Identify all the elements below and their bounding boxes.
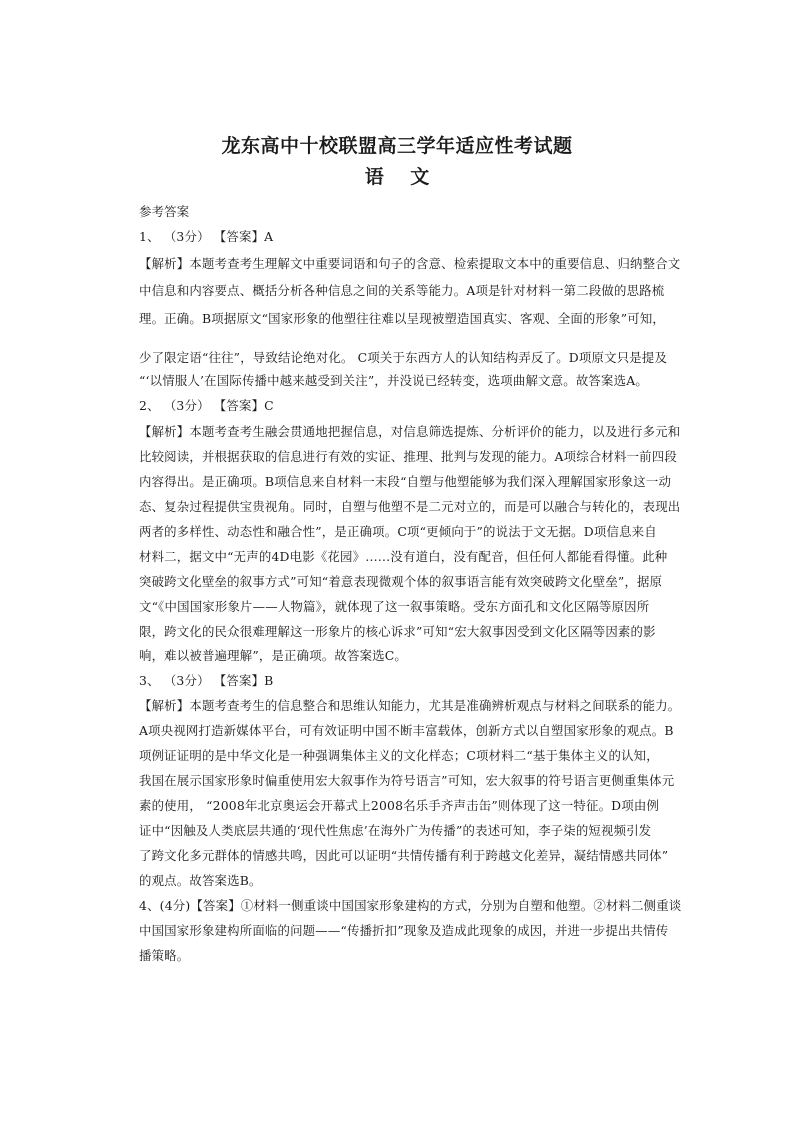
text-line: 了跨文化多元群体的情感共鸣，因此可以证明“共情传播有利于跨越文化差异，凝结情感共同体” (139, 848, 669, 863)
text-line: 限，跨文化的民众很难理解这一形象片的核心诉求”可知“宏大叙事因受到文化区隔等因素的影 (139, 624, 656, 639)
text-line: 【解析】本题考查考生的信息整合和思维认知能力，尤其是准确辨析观点与材料之间联系的能力。 (139, 698, 681, 713)
text-line: 态、复杂过程提供宝贵视角。同时，自塑与他塑不是二元对立的，而是可以融合与转化的，表现出 (139, 499, 681, 514)
reference-answer-heading: 参考答案 (139, 204, 190, 219)
text-line: “‘以情服人’在国际传播中越来越受到关注”，并没说已经转变，选项曲解文意。故答案选A。 (139, 373, 648, 388)
question-1-header: 1、 （3分） 【答案】A (139, 229, 274, 244)
text-line: 证中“因触及人类底层共通的‘现代性焦虑’在海外广为传播”的表述可知，李子柒的短视频引发 (139, 823, 652, 838)
text-line: 3、 （3分） 【答案】B (139, 673, 274, 688)
text-line: 突破跨文化壁垒的叙事方式”可知“着意表现微观个体的叙事语言能有效突破跨文化壁垒”，据原 (139, 574, 663, 589)
text-line: 少了限定语“往往”，导致结论绝对化。 C项关于东西方人的认知结构弄反了。D项原文只是提及 (139, 350, 668, 365)
text-line: A项央视网打造新媒体平台，可有效证明中国不断丰富载体，创新方式以自塑国家形象的观点。B (139, 723, 674, 738)
document-subject: 语 文 (364, 166, 440, 188)
text-line: 内容得出。是正确项。B项信息来自材料一末段“自塑与他塑能够为我们深入理解国家形象这一动 (139, 474, 672, 489)
text-line: 素的使用， “2008年北京奥运会开幕式上2008名乐手齐声击缶”则体现了这一特征。D项由例 (139, 798, 660, 813)
text-line: 【解析】本题考查考生融会贯通地把握信息，对信息筛选提炼、分析评价的能力，以及进行多元和 (139, 424, 681, 439)
text-line: 文“《中国国家形象片——人物篇》，就体现了这一叙事策略。受东方面孔和文化区隔等原因所 (139, 599, 650, 614)
text-line: 材料二，据文中“无声的4D电影《花园》……没有道白，没有配音，但任何人都能看得懂。此种 (139, 549, 668, 564)
document-title: 龙东高中十校联盟高三学年适应性考试题 (221, 135, 573, 157)
question-3-header: 响，难以被普遍理解”，是正确项。故答案选C。 (139, 648, 408, 663)
question-4-header: 的观点。故答案选B。 (139, 873, 262, 888)
text-line: 中信息和内容要点、概括分析各种信息之间的关系等能力。A项是针对材料一第二段做的思路梳 (139, 283, 665, 298)
text-line: 我国在展示国家形象时偏重使用宏大叙事作为符号语言”可知，宏大叙事的符号语言更侧重集体元 (139, 773, 675, 788)
text-line: 中国国家形象建构所面临的问题——“传播折扣”现象及造成此现象的成因，并进一步提出共情传 (139, 923, 669, 938)
text-line: 项例证证明的是中华文化是一种强调集体主义的文化样态；C项材料二“基于集体主义的认知， (139, 748, 659, 763)
text-line: 比较阅读，并根据获取的信息进行有效的实证、推理、批判与发现的能力。A项综合材料一前四段 (139, 449, 677, 464)
text-line: 播策略。 (139, 948, 190, 963)
text-line: 两者的多样性、动态性和融合性”，是正确项。C项“更倾向于”的说法于文无据。D项信息来自 (139, 524, 657, 539)
text-line: 理。正确。B项据原文“国家形象的他塑往往难以呈现被塑造国真实、客观、全面的形象”可知， (139, 311, 665, 326)
text-line: 4、(4分)【答案】①材料一侧重谈中国国家形象建构的方式，分别为自塑和他塑。②材料二侧重谈 (139, 898, 682, 913)
question-2-header: 2、 （3分） 【答案】C (139, 398, 274, 413)
text-line: 【解析】本题考查考生理解文中重要词语和句子的含意、检索提取文本中的重要信息、归纳整合文 (139, 256, 681, 271)
